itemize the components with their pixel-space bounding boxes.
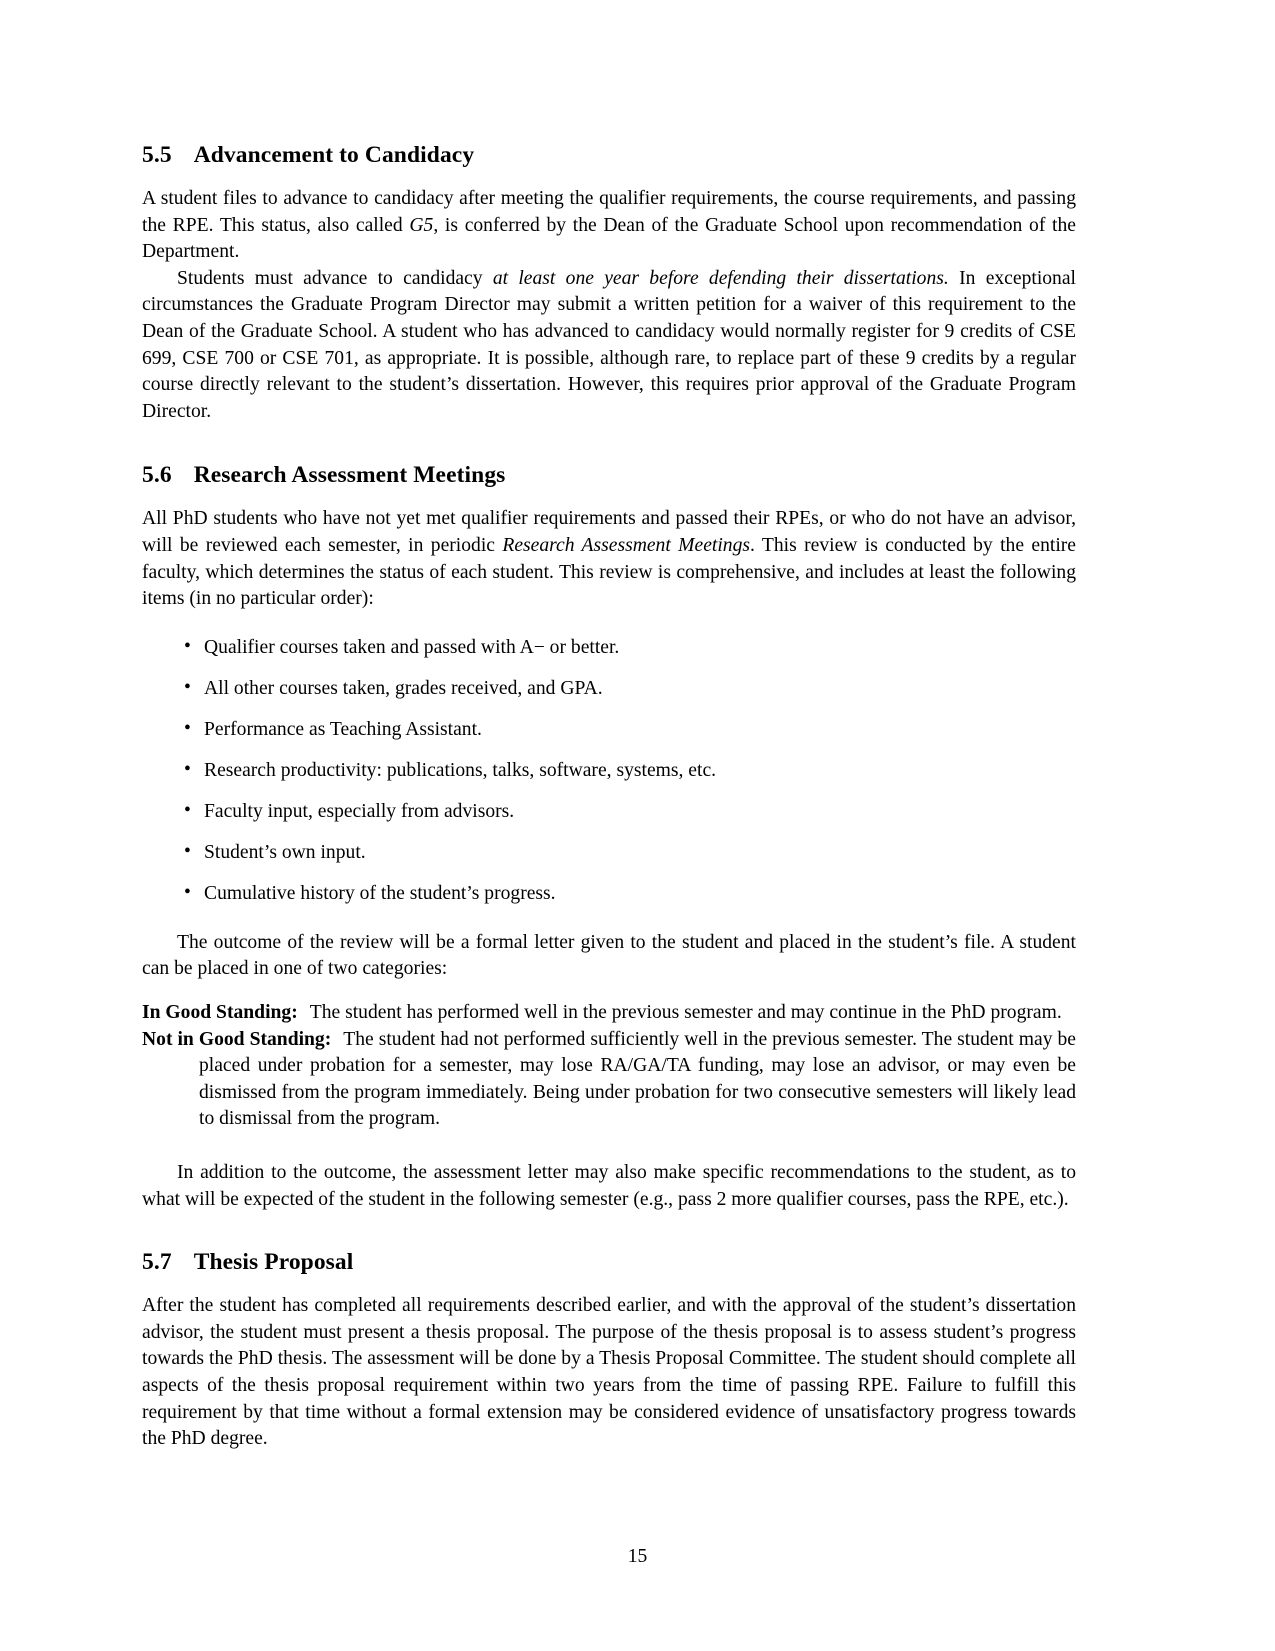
- section-number: 5.6: [142, 462, 172, 489]
- section-title: Research Assessment Meetings: [193, 462, 506, 489]
- section-heading-5-7: [142, 1248, 1076, 1276]
- section-heading-5-5: [142, 141, 1076, 169]
- text-run-italic: Research Assessment Meetings: [502, 534, 750, 556]
- paragraph-advancement-1: [142, 186, 1076, 266]
- text-run: In exceptional circumstances the Graduate Program Director may submit a written petition for a waiver of this requirement to the Dean of the Graduate School. A student who has advanced to candidacy would normally register for 9 credits of CSE 699, CSE 700 or CSE 701, as appropriate. It is possible, although rare, to replace part of these 9 credits by a regular course directly relevant to the student’s dissertation. However, this requires prior approval of the Graduate Program Director.: [142, 267, 1076, 422]
- definition-item-not-good-standing: [142, 1027, 1076, 1133]
- paragraph-advancement-2: [142, 266, 1076, 426]
- standing-categories-list: [142, 1000, 1076, 1133]
- page-number: 15: [627, 1546, 648, 1567]
- section-heading-5-6: [142, 461, 1076, 489]
- definition-text: The student has performed well in the previous semester and may continue in the PhD program.: [309, 1002, 1062, 1024]
- text-run: All PhD students who have not yet met qualifier requirements and passed their RPEs, or who do not have an advisor, will be reviewed each semester, in periodic: [142, 508, 1076, 556]
- list-item: • All other courses taken, grades received, and GPA.: [142, 676, 1076, 703]
- section-title: Advancement to Candidacy: [193, 142, 475, 168]
- text-run: A student files to advance to candidacy after meeting the qualifier requirements, the course requirements, and passing the RPE. This status, also called: [142, 188, 1076, 236]
- text-run-italic: G5: [409, 214, 434, 236]
- definition-item-good-standing: [142, 1000, 1076, 1027]
- definition-label: In Good Standing:: [142, 1002, 298, 1024]
- text-run: , is conferred by the Dean of the Graduate School upon recommendation of the Department.: [142, 214, 1076, 263]
- list-item: • Performance as Teaching Assistant.: [142, 717, 1076, 744]
- section-number: 5.7: [142, 1249, 172, 1276]
- review-items-list: [142, 635, 1076, 908]
- text-run: Students must advance to candidacy: [177, 267, 493, 289]
- list-item: • Qualifier courses taken and passed with A− or better.: [142, 635, 1076, 662]
- paragraph-thesis-proposal: After the student has completed all requirements described earlier, and with the approval of the student’s dissertation advisor, the student must present a thesis proposal. The purpose of the thesis proposal is to assess student’s progress towards the PhD thesis. The assessment will be done by a Thesis Proposal Committee. The student should complete all aspects of the thesis proposal requirement within two years from the time of passing RPE. Failure to fulfill this requirement by that time without a formal extension may be considered evidence of unsatisfactory progress towards the PhD degree.: [142, 1295, 1076, 1450]
- paragraph-recommendations: In addition to the outcome, the assessment letter may also make specific recommendations to the student, as to what will be expected of the student in the following semester (e.g., pass 2 more qualifier courses, pass the RPE, etc.).: [142, 1162, 1076, 1210]
- page-content: [142, 0, 1076, 1453]
- paragraph-ram-intro: [142, 506, 1076, 612]
- text-run-italic: at least one year before defending their dissertations.: [492, 267, 949, 289]
- definition-label: Not in Good Standing:: [142, 1028, 332, 1050]
- list-item: • Faculty input, especially from advisors.: [142, 799, 1076, 826]
- section-number: 5.5: [142, 142, 172, 168]
- list-item: • Research productivity: publications, talks, software, systems, etc.: [142, 758, 1076, 785]
- section-title: Thesis Proposal: [193, 1249, 354, 1276]
- list-item: • Cumulative history of the student’s progress.: [142, 881, 1076, 908]
- text-run: . This review is conducted by the entire faculty, which determines the status of each student. This review is comprehensive, and includes at least the following items (in no particular order):: [142, 534, 1076, 610]
- definition-text: The student had not performed sufficiently well in the previous semester. The student may be placed under probation for a semester, may lose RA/GA/TA funding, may lose an advisor, or may even be dismissed from the program immediately. Being under probation for two consecutive semesters will likely lead to dismissal from the program.: [199, 1028, 1077, 1130]
- paragraph-outcome: The outcome of the review will be a formal letter given to the student and placed in the student’s file. A student can be placed in one of two categories:: [142, 931, 1076, 980]
- list-item: • Student’s own input.: [142, 840, 1076, 867]
